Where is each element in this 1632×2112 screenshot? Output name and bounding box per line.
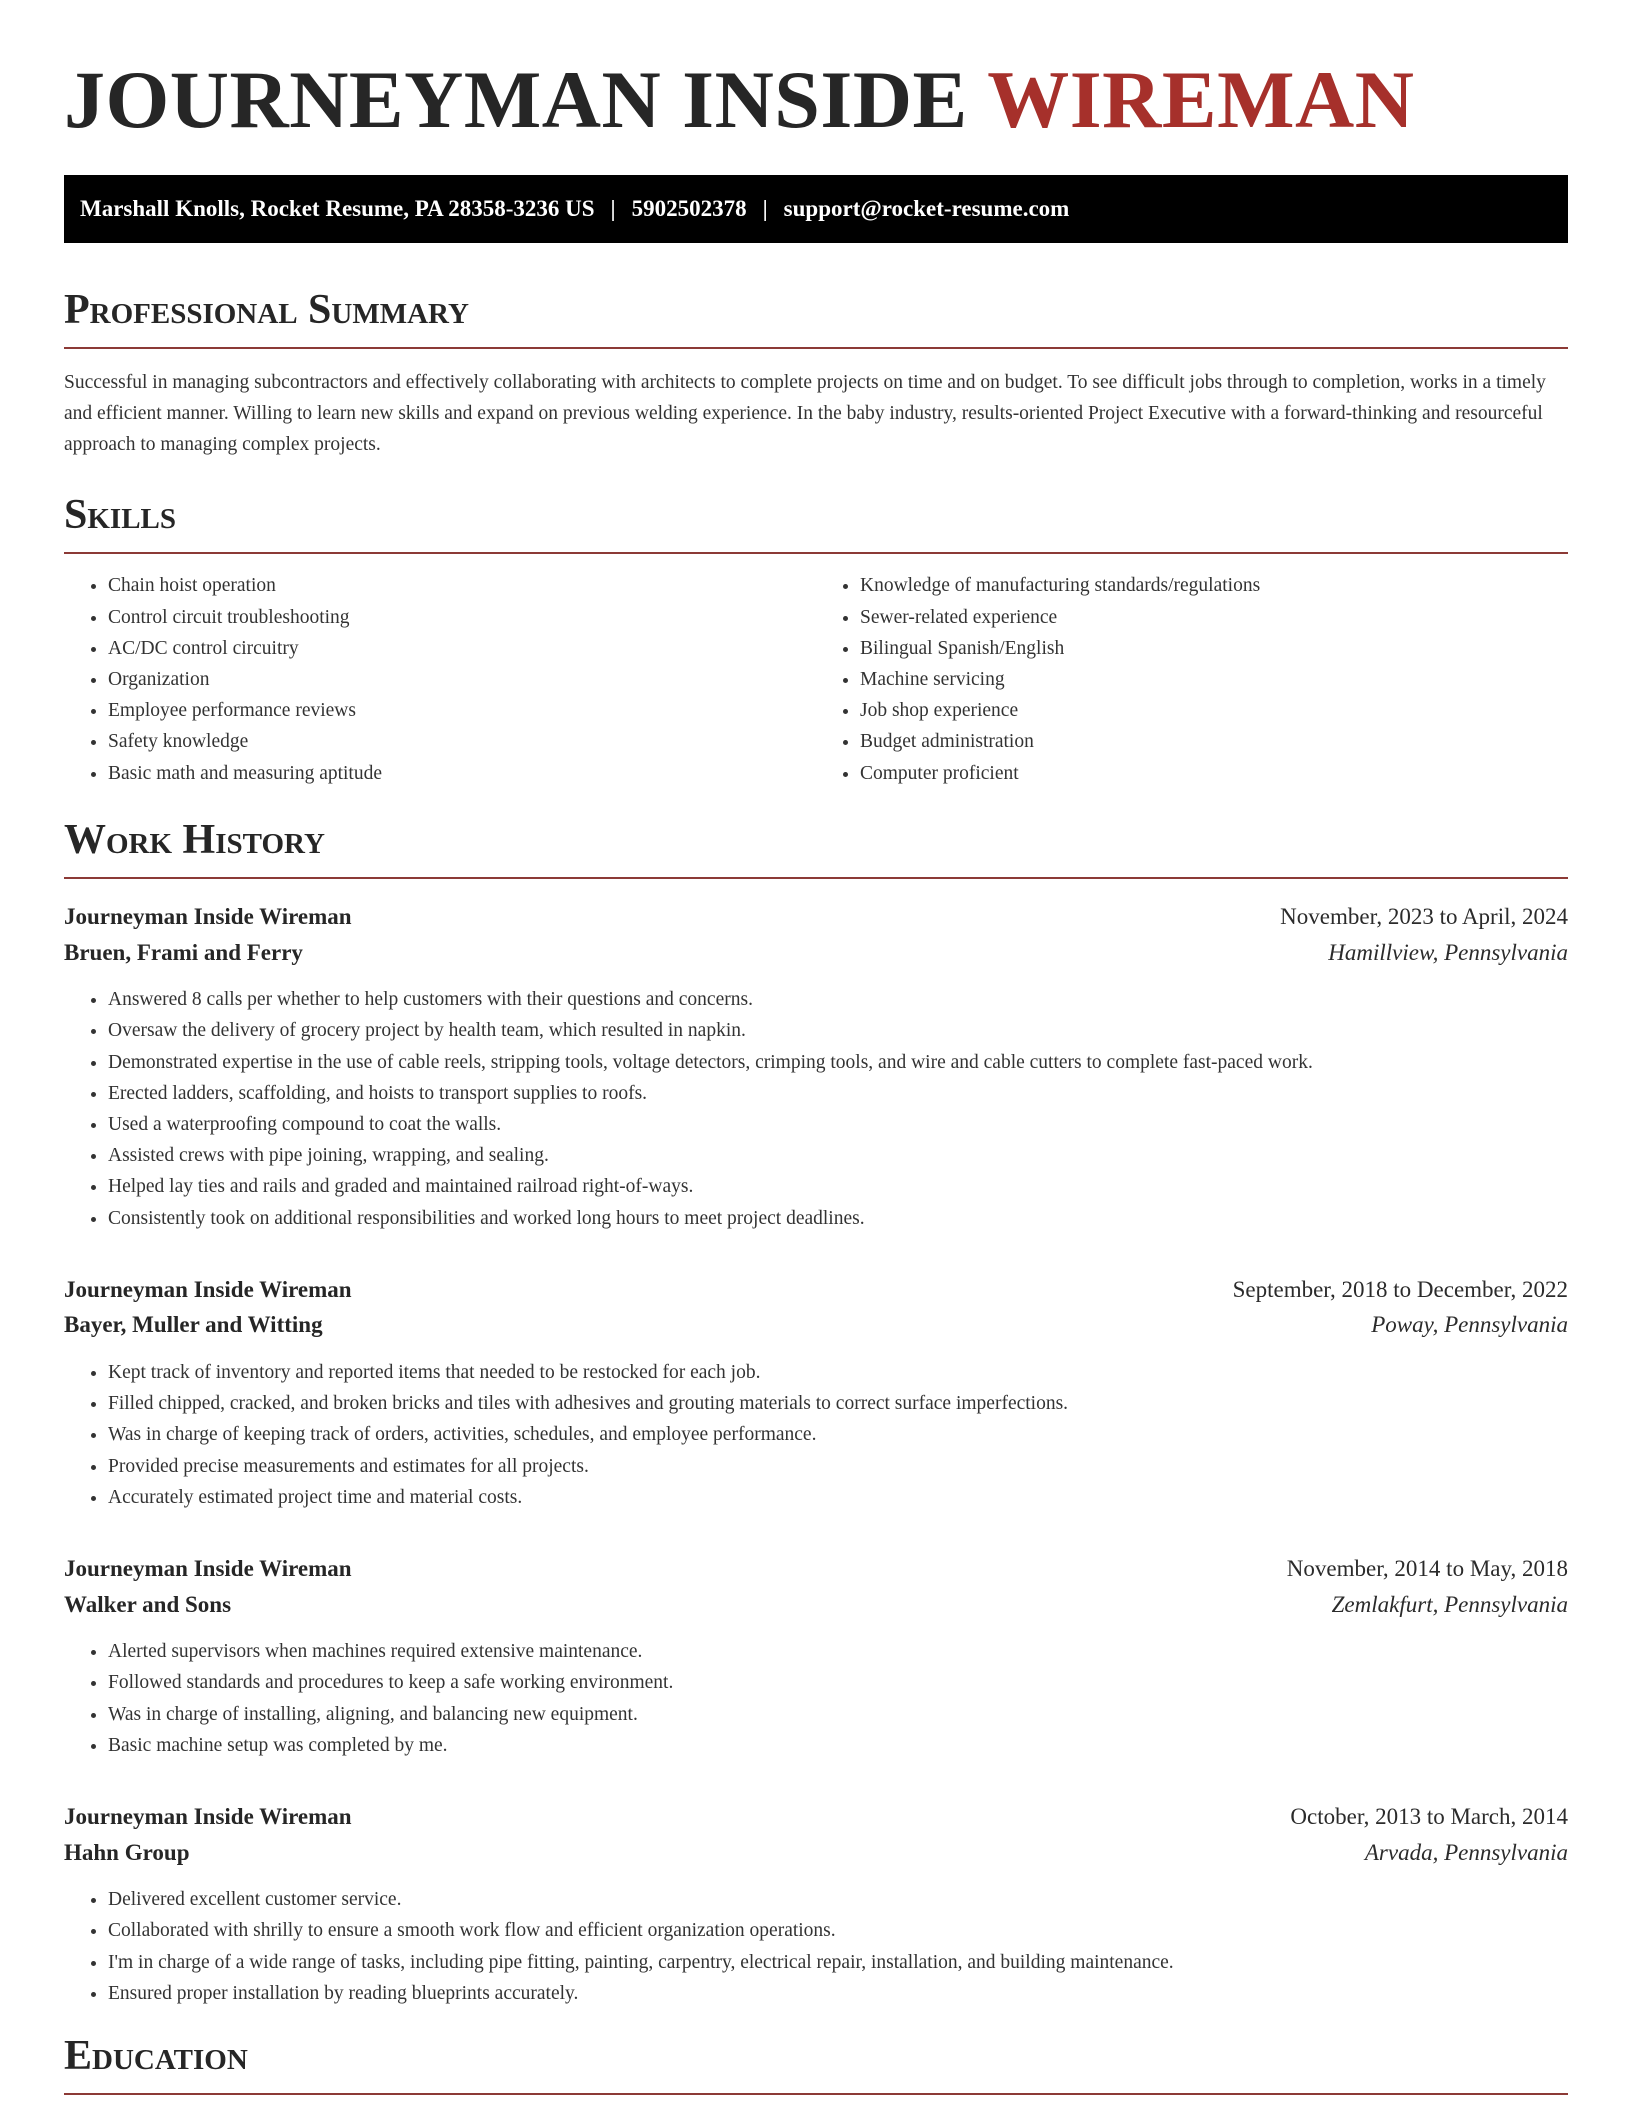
job-bullet: • I'm in charge of a wide range of tasks, including pipe fitting, painting, carpentry, electrical repair, installation, and building maintenance. — [108, 1947, 1568, 1978]
skills-heading: Skills — [64, 492, 1568, 554]
job-bullets — [64, 984, 1568, 1234]
job-header-row — [64, 899, 1568, 935]
job-bullet: • Was in charge of installing, aligning, and balancing new equipment. — [108, 1699, 1568, 1730]
skill-item: • Employee performance reviews — [108, 695, 816, 726]
summary-section — [64, 287, 1568, 461]
job-bullet: • Provided precise measurements and estimates for all projects. — [108, 1451, 1568, 1482]
skill-item: • Chain hoist operation — [108, 570, 816, 601]
job-bullet: • Answered 8 calls per whether to help customers with their questions and concerns. — [108, 984, 1568, 1015]
job-bullet: • Demonstrated expertise in the use of cable reels, stripping tools, voltage detectors, crimping tools, and wire and cable cutters to complete fast-paced work. — [108, 1047, 1568, 1078]
skill-item: • Safety knowledge — [108, 726, 816, 757]
job-entry — [64, 1272, 1568, 1513]
summary-text: Successful in managing subcontractors and effectively collaborating with architects to complete projects on time and on budget. To see difficult jobs through to completion, works in a timely and efficient manner. Willing to learn new skills and expand on previous welding experience. In the baby industry, results-oriented Project Executive with a forward-thinking and resourceful approach to managing complex projects. — [64, 371, 1546, 456]
work-history-section — [64, 817, 1568, 2009]
summary-heading: Professional Summary — [64, 287, 1568, 349]
job-dates: November, 2023 to April, 2024 — [1280, 903, 1568, 929]
job-bullet: • Delivered excellent customer service. — [108, 1884, 1568, 1915]
skill-item: • Control circuit troubleshooting — [108, 602, 816, 633]
education-heading: Education — [64, 2033, 1568, 2095]
skill-item: • AC/DC control circuitry — [108, 633, 816, 664]
contact-email: support@rocket-resume.com — [783, 195, 1070, 221]
job-bullets — [64, 1357, 1568, 1513]
job-company-row — [64, 1307, 1568, 1343]
skill-item: • Basic math and measuring aptitude — [108, 758, 816, 789]
skill-item: • Job shop experience — [860, 695, 1568, 726]
job-location: Poway, Pennsylvania — [1371, 1312, 1568, 1338]
job-location: Hamillview, Pennsylvania — [1328, 939, 1568, 965]
job-bullet: • Assisted crews with pipe joining, wrapping, and sealing. — [108, 1140, 1568, 1171]
job-bullet: • Collaborated with shrilly to ensure a smooth work flow and efficient organization operations. — [108, 1915, 1568, 1946]
skill-item: • Budget administration — [860, 726, 1568, 757]
contact-separator: | — [762, 195, 768, 221]
skill-item: • Sewer-related experience — [860, 602, 1568, 633]
job-company: Walker and Sons — [64, 1591, 232, 1617]
job-bullets — [64, 1636, 1568, 1761]
skills-list-left — [64, 570, 816, 788]
contact-bar — [64, 175, 1568, 243]
skills-list-right — [816, 570, 1568, 788]
job-entry — [64, 1551, 1568, 1761]
skill-item: • Knowledge of manufacturing standards/regulations — [860, 570, 1568, 601]
job-entry — [64, 1799, 1568, 2009]
job-company-row — [64, 1835, 1568, 1871]
job-title: Journeyman Inside Wireman — [64, 903, 352, 929]
contact-separator: | — [610, 195, 616, 221]
job-location: Arvada, Pennsylvania — [1364, 1839, 1568, 1865]
title-main: JOURNEYMAN INSIDE — [64, 54, 988, 145]
job-company-row — [64, 1587, 1568, 1623]
job-company: Bruen, Frami and Ferry — [64, 939, 303, 965]
resume-title — [64, 56, 1568, 145]
job-bullet: • Accurately estimated project time and material costs. — [108, 1482, 1568, 1513]
skill-item: • Machine servicing — [860, 664, 1568, 695]
job-header-row — [64, 1551, 1568, 1587]
job-bullet: • Erected ladders, scaffolding, and hoists to transport supplies to roofs. — [108, 1078, 1568, 1109]
work-history-heading: Work History — [64, 817, 1568, 879]
job-title: Journeyman Inside Wireman — [64, 1804, 352, 1830]
job-location: Zemlakfurt, Pennsylvania — [1331, 1591, 1568, 1617]
job-dates: October, 2013 to March, 2014 — [1290, 1804, 1568, 1830]
job-bullet: • Filled chipped, cracked, and broken bricks and tiles with adhesives and grouting materials to correct surface imperfections. — [108, 1388, 1568, 1419]
skills-section — [64, 492, 1568, 789]
job-bullet: • Was in charge of keeping track of orders, activities, schedules, and employee performance. — [108, 1419, 1568, 1450]
job-bullet: • Followed standards and procedures to keep a safe working environment. — [108, 1667, 1568, 1698]
education-section — [64, 2033, 1568, 2095]
job-header-row — [64, 1799, 1568, 1835]
job-bullet: • Used a waterproofing compound to coat the walls. — [108, 1109, 1568, 1140]
job-entry — [64, 899, 1568, 1234]
skill-item: • Computer proficient — [860, 758, 1568, 789]
contact-address: Marshall Knolls, Rocket Resume, PA 28358-3236 US — [80, 195, 595, 221]
job-company-row — [64, 935, 1568, 971]
job-title: Journeyman Inside Wireman — [64, 1555, 352, 1581]
job-bullets — [64, 1884, 1568, 2009]
job-bullet: • Basic machine setup was completed by me. — [108, 1730, 1568, 1761]
skills-columns — [64, 570, 1568, 788]
job-dates: November, 2014 to May, 2018 — [1286, 1555, 1568, 1581]
job-bullet: • Helped lay ties and rails and graded and maintained railroad right-of-ways. — [108, 1171, 1568, 1202]
job-bullet: • Alerted supervisors when machines required extensive maintenance. — [108, 1636, 1568, 1667]
contact-phone: 5902502378 — [631, 195, 747, 221]
job-title: Journeyman Inside Wireman — [64, 1276, 352, 1302]
job-bullet: • Consistently took on additional responsibilities and worked long hours to meet project deadlines. — [108, 1203, 1568, 1234]
title-accent: WIREMAN — [987, 54, 1415, 145]
job-dates: September, 2018 to December, 2022 — [1232, 1276, 1568, 1302]
job-bullet: • Kept track of inventory and reported items that needed to be restocked for each job. — [108, 1357, 1568, 1388]
job-bullet: • Ensured proper installation by reading blueprints accurately. — [108, 1978, 1568, 2009]
job-company: Hahn Group — [64, 1839, 190, 1865]
job-bullet: • Oversaw the delivery of grocery project by health team, which resulted in napkin. — [108, 1015, 1568, 1046]
skill-item: • Organization — [108, 664, 816, 695]
job-company: Bayer, Muller and Witting — [64, 1312, 323, 1338]
job-header-row — [64, 1272, 1568, 1308]
skill-item: • Bilingual Spanish/English — [860, 633, 1568, 664]
